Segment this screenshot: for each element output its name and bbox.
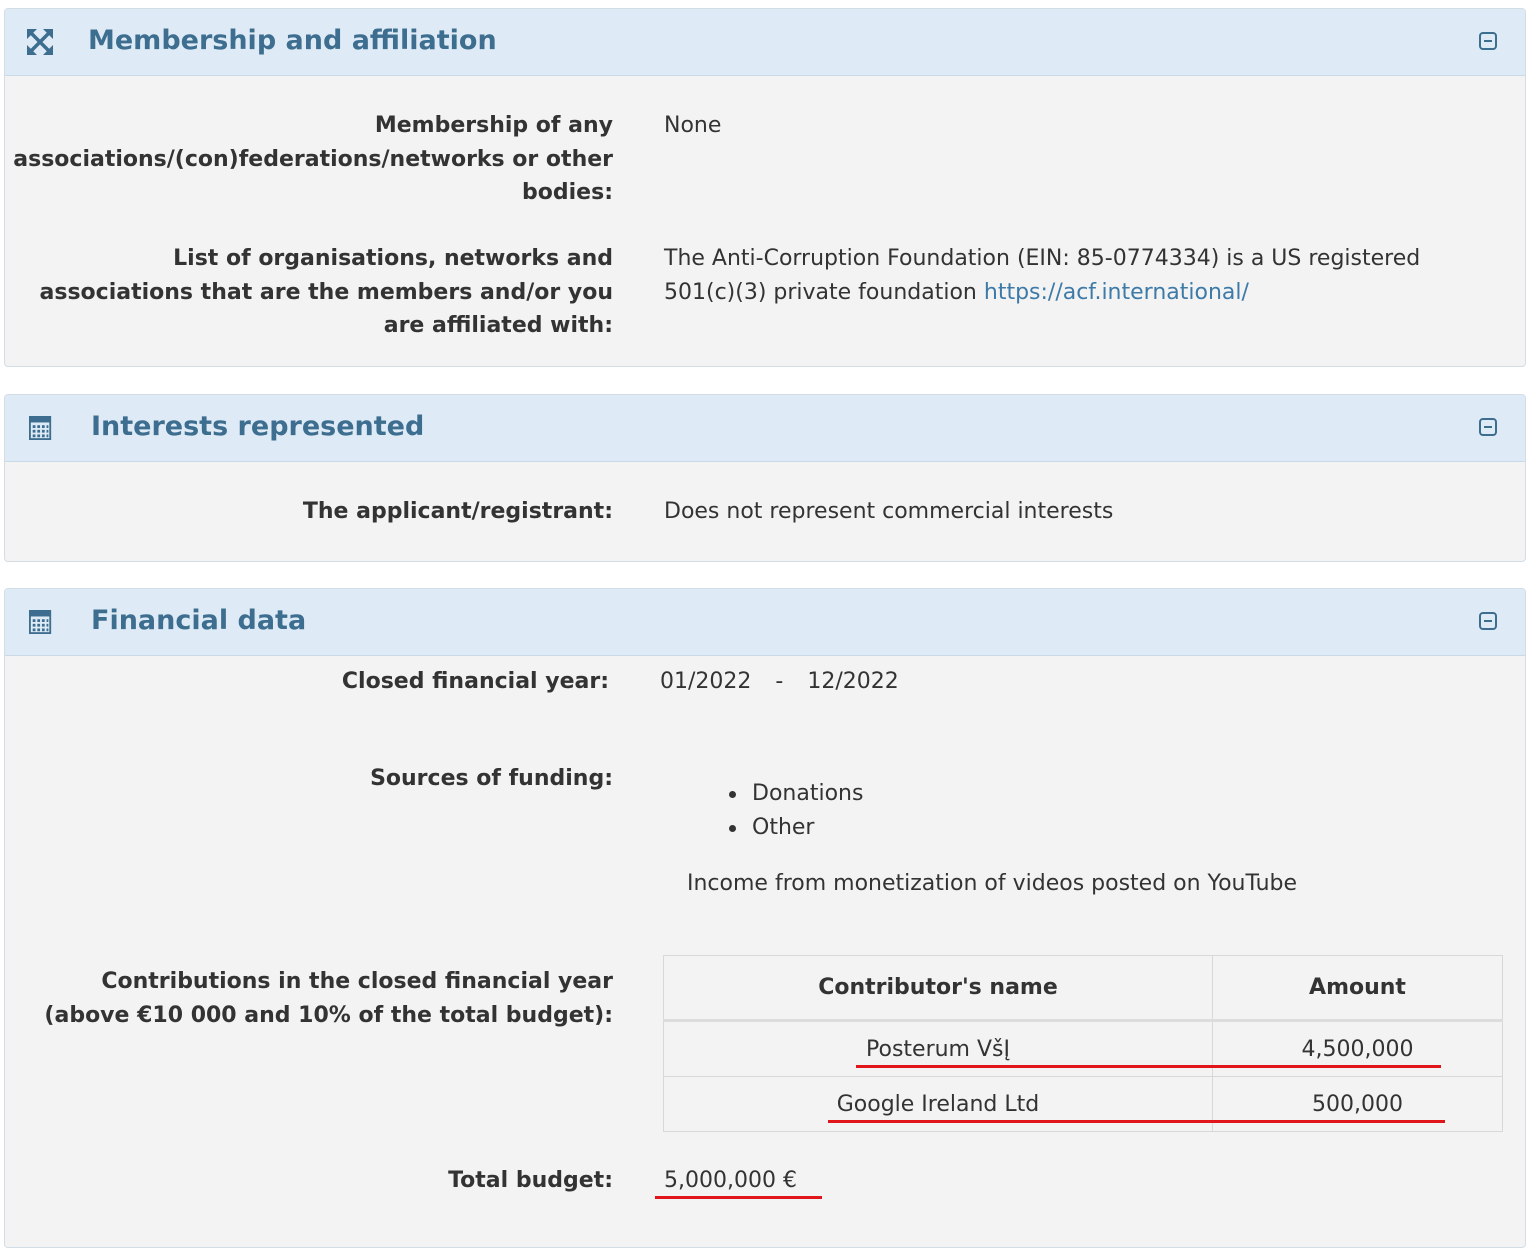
contributions-label: Contributions in the closed financial year (above €10 000 and 10% of the total budget):	[44, 969, 613, 1028]
sources-label: Sources of funding:	[370, 766, 613, 791]
interests-panel	[4, 394, 1526, 562]
year-end: 12/2022	[807, 669, 899, 694]
applicant-value: Does not represent commercial interests	[664, 499, 1114, 524]
contributions-table	[663, 955, 1503, 1132]
membership-title: Membership and affiliation	[88, 25, 497, 56]
calculator-icon	[29, 609, 53, 635]
collapse-icon[interactable]	[1479, 612, 1497, 630]
contributor-amount: 500,000	[1213, 1077, 1503, 1132]
table-row	[664, 1021, 1503, 1077]
collapse-icon[interactable]	[1479, 418, 1497, 436]
sources-list	[725, 777, 863, 845]
year-separator: -	[775, 669, 784, 694]
amount-header: Amount	[1213, 956, 1503, 1021]
highlight-underline	[856, 1065, 1441, 1068]
contributor-name: Posterum VšĮ	[664, 1021, 1213, 1077]
collapse-icon[interactable]	[1479, 32, 1497, 50]
list-item: Donations	[725, 777, 863, 811]
contributor-amount: 4,500,000	[1213, 1021, 1503, 1077]
calculator-icon	[29, 415, 53, 441]
highlight-underline	[655, 1196, 822, 1199]
closed-year-value	[660, 665, 899, 699]
total-budget-label: Total budget:	[448, 1168, 613, 1193]
year-start: 01/2022	[660, 669, 752, 694]
highlight-underline	[828, 1120, 1445, 1123]
table-row	[664, 1077, 1503, 1132]
closed-year-label: Closed financial year:	[341, 669, 609, 694]
financial-title: Financial data	[91, 605, 307, 636]
other-source-note: Income from monetization of videos posted on YouTube	[687, 871, 1298, 896]
membership-panel	[4, 8, 1526, 367]
list-item: Other	[725, 811, 863, 845]
affiliations-text: The Anti-Corruption Foundation (EIN: 85-0774334) is a US registered 501(c)(3) private foundation	[664, 246, 1421, 305]
affiliations-value	[664, 242, 1484, 309]
financial-panel	[4, 588, 1526, 1248]
interests-title: Interests represented	[91, 411, 425, 442]
membership-bodies-label: Membership of any associations/(con)federations/networks or other bodies:	[13, 113, 613, 205]
table-header-row	[664, 956, 1503, 1021]
contributor-name-header: Contributor's name	[664, 956, 1213, 1021]
affiliations-link[interactable]: https://acf.international/	[983, 279, 1249, 305]
affiliations-label: List of organisations, networks and associations that are the members and/or you are affiliated with:	[39, 246, 613, 338]
membership-bodies-value: None	[664, 113, 722, 138]
financial-header[interactable]	[5, 589, 1525, 656]
applicant-label: The applicant/registrant:	[302, 499, 613, 524]
membership-header[interactable]	[5, 9, 1525, 76]
expand-arrows-icon	[27, 29, 53, 55]
total-budget-value: 5,000,000 €	[664, 1168, 797, 1193]
interests-header[interactable]	[5, 395, 1525, 462]
contributor-name: Google Ireland Ltd	[664, 1077, 1213, 1132]
